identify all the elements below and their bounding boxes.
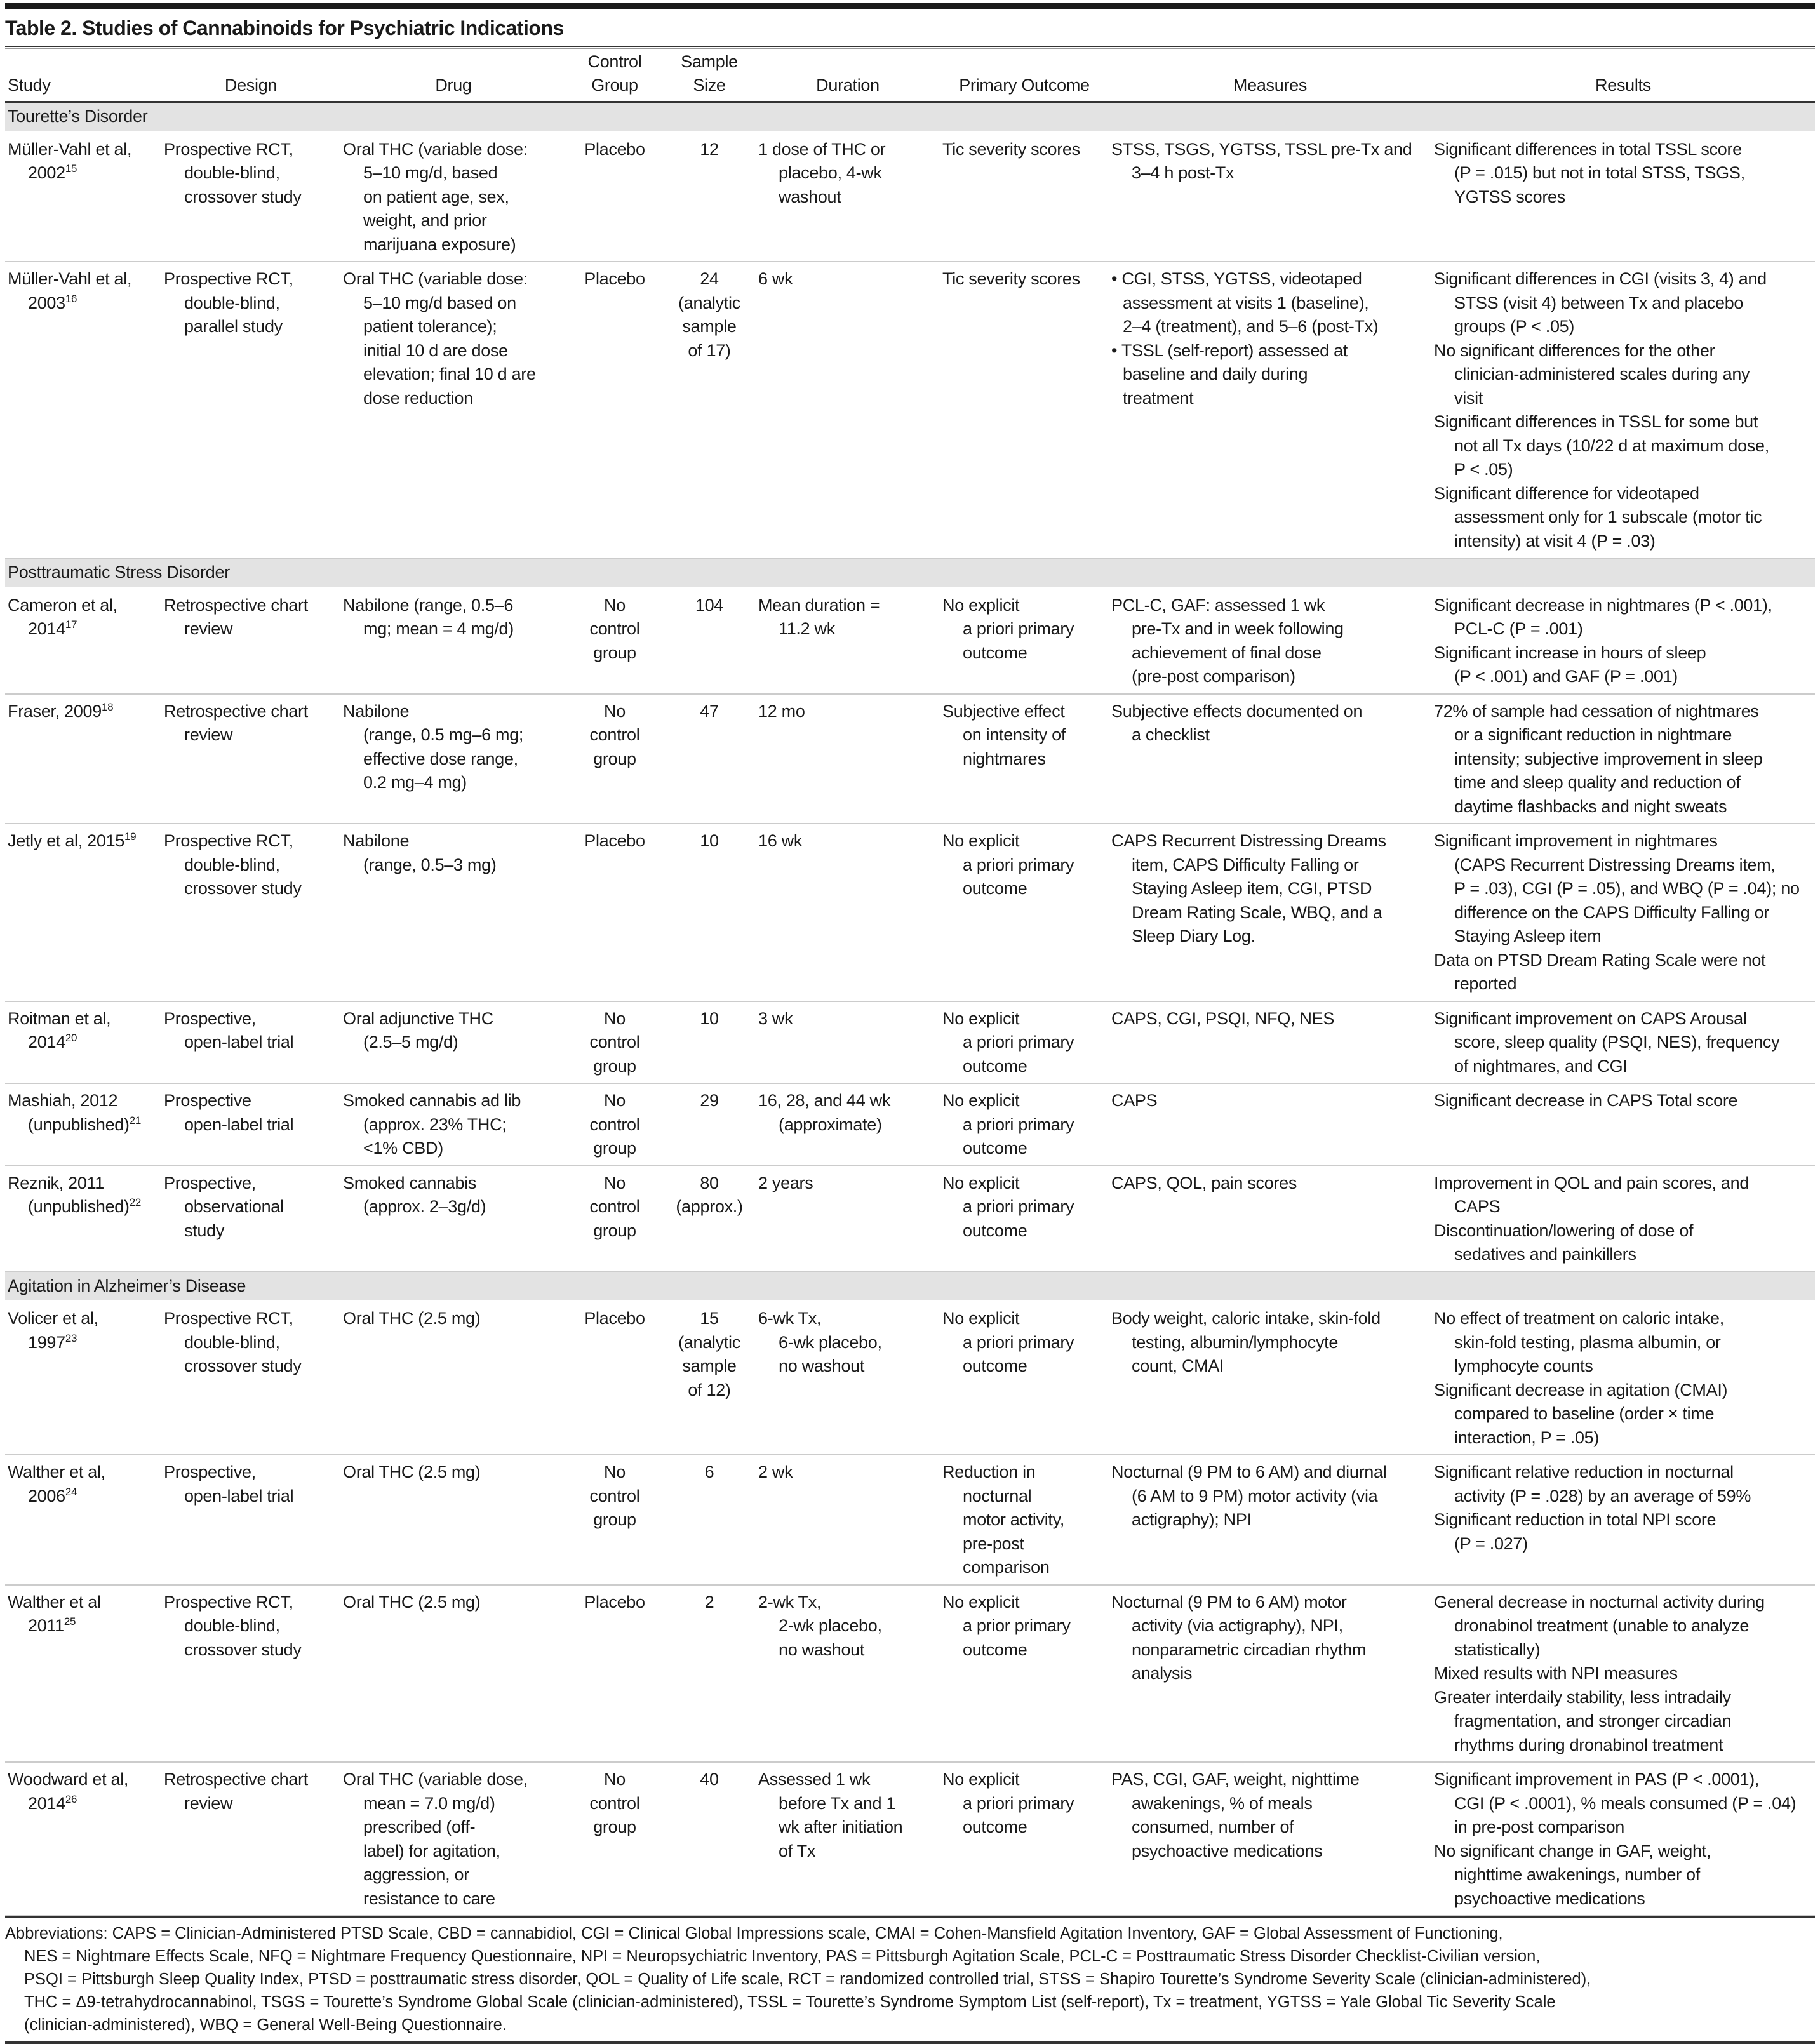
table-row: [5, 1301, 1815, 1455]
study-cell: [5, 1001, 161, 1084]
measures-cell: [1109, 824, 1431, 1001]
control-cell: [566, 132, 663, 262]
duration-text: 2 wk: [758, 1462, 793, 1481]
control-cell: [566, 262, 663, 558]
results-text: Significant differences in TSSL for some but not all Tx days (10/22 d at maximum dose, P < .05): [1434, 412, 1769, 479]
sample-text: 29: [700, 1091, 719, 1110]
outcome-text: No explicit a priori primary outcome: [942, 595, 1074, 662]
study-name: Walther et al, 2006: [8, 1462, 105, 1506]
measures-cell: [1109, 1301, 1431, 1455]
outcome-cell: [940, 1585, 1109, 1763]
duration-cell: [756, 1455, 940, 1585]
duration-cell: [756, 824, 940, 1001]
drug-text: Oral THC (2.5 mg): [343, 1309, 481, 1328]
outcome-text: No explicit a priori primary outcome: [942, 1008, 1074, 1076]
study-cell: [5, 824, 161, 1001]
drug-text: Oral adjunctive THC (2.5–5 mg/d): [343, 1008, 493, 1052]
outcome-text: Tic severity scores: [942, 139, 1080, 159]
outcome-cell: [940, 1301, 1109, 1455]
results-text: Significant increase in hours of sleep (P < .001) and GAF (P = .001): [1434, 643, 1706, 686]
measures-text: CAPS: [1111, 1091, 1158, 1110]
design-cell: [161, 132, 340, 262]
table-row: [5, 1455, 1815, 1585]
sample-text: 10: [700, 1008, 719, 1028]
table-row: [5, 132, 1815, 262]
design-text: Retrospective chart review: [164, 701, 308, 744]
measures-text: Subjective effects documented on a checklist: [1111, 701, 1363, 744]
drug-text: Oral THC (2.5 mg): [343, 1462, 481, 1481]
results-cell: [1431, 824, 1815, 1001]
design-cell: [161, 1083, 340, 1166]
study-name: Roitman et al, 2014: [8, 1008, 111, 1052]
sample-cell: [663, 694, 756, 824]
results-text: Greater interdaily stability, less intradaily fragmentation, and stronger circadian rhythms during dronabinol treatment: [1434, 1687, 1732, 1754]
design-text: Prospective, open-label trial: [164, 1008, 294, 1052]
control-cell: [566, 1083, 663, 1166]
results-text: Significant differences in total TSSL score (P = .015) but not in total STSS, TSGS, YGTSS scores: [1434, 139, 1745, 206]
drug-text: Oral THC (2.5 mg): [343, 1592, 481, 1612]
design-text: Retrospective chart review: [164, 595, 308, 638]
outcome-cell: [940, 1083, 1109, 1166]
table-row: [5, 262, 1815, 558]
measures-cell: [1109, 1585, 1431, 1763]
column-header-duration: Duration: [756, 49, 940, 102]
design-text: Prospective, open-label trial: [164, 1462, 294, 1506]
results-cell: [1431, 1762, 1815, 1916]
results-text: Discontinuation/lowering of dose of sedatives and painkillers: [1434, 1220, 1694, 1264]
drug-cell: [340, 1585, 566, 1763]
study-citation: [8, 1768, 159, 1815]
duration-text: 3 wk: [758, 1008, 793, 1028]
study-name: Woodward et al, 2014: [8, 1770, 129, 1813]
study-citation: [8, 829, 159, 853]
sample-text: 10: [700, 831, 719, 850]
results-text: No effect of treatment on caloric intake, skin-fold testing, plasma albumin, or lymphocyte counts: [1434, 1309, 1724, 1375]
results-cell: [1431, 1301, 1815, 1455]
outcome-text: Tic severity scores: [942, 269, 1080, 288]
design-text: Prospective RCT, double-blind, crossover study: [164, 831, 302, 898]
design-cell: [161, 1585, 340, 1763]
reference-number: 22: [129, 1196, 142, 1208]
drug-cell: [340, 694, 566, 824]
control-text: No control group: [589, 1770, 640, 1836]
design-text: Prospective RCT, double-blind, crossover study: [164, 1592, 302, 1659]
drug-text: Smoked cannabis ad lib (approx. 23% THC; <1% CBD): [343, 1091, 521, 1158]
duration-text: 16 wk: [758, 831, 803, 850]
design-text: Prospective RCT, double-blind, crossover study: [164, 139, 302, 206]
control-text: No control group: [589, 595, 640, 662]
drug-cell: [340, 262, 566, 558]
control-text: No control group: [589, 701, 640, 768]
measures-text: PAS, CGI, GAF, weight, nighttime awakenings, % of meals consumed, number of psychoactive medications: [1111, 1770, 1360, 1860]
studies-table: [5, 49, 1815, 1916]
design-text: Prospective RCT, double-blind, parallel study: [164, 269, 293, 336]
sample-cell: [663, 1001, 756, 1084]
control-text: Placebo: [584, 1592, 645, 1612]
sample-cell: [663, 1083, 756, 1166]
duration-text: 6-wk Tx, 6-wk placebo, no washout: [758, 1309, 882, 1375]
outcome-cell: [940, 588, 1109, 694]
drug-cell: [340, 132, 566, 262]
results-cell: [1431, 1166, 1815, 1272]
sample-cell: [663, 1762, 756, 1916]
reference-number: 18: [102, 700, 114, 713]
table-row: [5, 1762, 1815, 1916]
column-header-primary-outcome: Primary Outcome: [940, 49, 1109, 102]
reference-number: 26: [65, 1793, 77, 1805]
duration-text: 6 wk: [758, 269, 793, 288]
drug-text: Nabilone (range, 0.5–6 mg; mean = 4 mg/d): [343, 595, 514, 638]
control-cell: [566, 588, 663, 694]
table-row: [5, 1585, 1815, 1763]
results-text: Data on PTSD Dream Rating Scale were not reported: [1434, 950, 1766, 993]
study-citation: [8, 1007, 159, 1055]
results-text: No significant differences for the other clinician-administered scales during any visit: [1434, 340, 1750, 408]
design-cell: [161, 824, 340, 1001]
results-text: Significant relative reduction in nocturnal activity (P = .028) by an average of 59%: [1434, 1462, 1751, 1506]
drug-text: Smoked cannabis (approx. 2–3g/d): [343, 1173, 486, 1216]
outcome-text: Subjective effect on intensity of nightmares: [942, 701, 1066, 768]
top-rule: [5, 3, 1815, 9]
results-text: Improvement in QOL and pain scores, and CAPS: [1434, 1173, 1750, 1216]
control-text: No control group: [589, 1008, 640, 1076]
outcome-cell: [940, 132, 1109, 262]
reference-number: 21: [129, 1114, 142, 1126]
sample-text: 40: [700, 1770, 719, 1789]
results-cell: [1431, 1585, 1815, 1763]
drug-cell: [340, 1301, 566, 1455]
table-row: [5, 1166, 1815, 1272]
study-name: Mashiah, 2012 (unpublished): [8, 1091, 130, 1134]
study-name: Walther et al 2011: [8, 1592, 101, 1635]
study-citation: [8, 1591, 159, 1638]
results-text: Significant decrease in agitation (CMAI) compared to baseline (order × time interaction, P = .05): [1434, 1380, 1728, 1447]
results-text: General decrease in nocturnal activity during dronabinol treatment (unable to analyze statistically): [1434, 1592, 1765, 1659]
results-text: No significant change in GAF, weight, nighttime awakenings, number of psychoactive medications: [1434, 1841, 1711, 1908]
sample-text: 104: [695, 595, 724, 615]
duration-text: 2 years: [758, 1173, 813, 1192]
duration-text: Assessed 1 wk before Tx and 1 wk after initiation of Tx: [758, 1770, 903, 1860]
outcome-text: No explicit a priori primary outcome: [942, 1309, 1074, 1375]
duration-cell: [756, 1585, 940, 1763]
outcome-cell: [940, 1455, 1109, 1585]
column-header-design: Design: [161, 49, 340, 102]
measures-text: CAPS, QOL, pain scores: [1111, 1173, 1297, 1192]
measures-cell: [1109, 1001, 1431, 1084]
drug-cell: [340, 1001, 566, 1084]
results-cell: [1431, 262, 1815, 558]
measures-text: Nocturnal (9 PM to 6 AM) motor activity (via actigraphy), NPI, nonparametric circadian rhythm analysis: [1111, 1592, 1367, 1683]
section-label: Posttraumatic Stress Disorder: [5, 558, 1815, 588]
control-cell: [566, 1762, 663, 1916]
results-text: Significant reduction in total NPI score (P = .027): [1434, 1510, 1716, 1553]
outcome-cell: [940, 1166, 1109, 1272]
column-header-drug: Drug: [340, 49, 566, 102]
design-text: Retrospective chart review: [164, 1770, 308, 1813]
table-page: [0, 3, 1820, 2044]
reference-number: 24: [65, 1485, 77, 1498]
results-text: Significant differences in CGI (visits 3, 4) and STSS (visit 4) between Tx and placebo groups (P < .05): [1434, 269, 1767, 336]
outcome-text: No explicit a priori primary outcome: [942, 1091, 1074, 1158]
measures-text: STSS, TSGS, YGTSS, TSSL pre-Tx and 3–4 h post-Tx: [1111, 139, 1412, 182]
drug-cell: [340, 588, 566, 694]
table-row: [5, 1001, 1815, 1084]
reference-number: 15: [65, 163, 77, 175]
outcome-text: No explicit a priori primary outcome: [942, 1770, 1074, 1836]
column-header-results: Results: [1431, 49, 1815, 102]
sample-text: 2: [704, 1592, 714, 1612]
measures-cell: [1109, 132, 1431, 262]
bottom-rule: [5, 2041, 1815, 2044]
column-header-measures: Measures: [1109, 49, 1431, 102]
study-cell: [5, 132, 161, 262]
drug-text: Nabilone (range, 0.5 mg–6 mg; effective dose range, 0.2 mg–4 mg): [343, 701, 524, 792]
study-name: Cameron et al, 2014: [8, 595, 117, 638]
sample-text: 12: [700, 139, 719, 159]
study-name: Volicer et al, 1997: [8, 1309, 98, 1352]
section-row: [5, 558, 1815, 588]
outcome-cell: [940, 1001, 1109, 1084]
table-body: [5, 102, 1815, 1916]
duration-cell: [756, 1083, 940, 1166]
sample-text: 6: [704, 1462, 714, 1481]
study-citation: [8, 1460, 159, 1508]
drug-cell: [340, 1083, 566, 1166]
measures-cell: [1109, 588, 1431, 694]
measures-cell: [1109, 694, 1431, 824]
design-text: Prospective, observational study: [164, 1173, 284, 1240]
results-text: 72% of sample had cessation of nightmares or a significant reduction in nightmare intensity; subjective improvement in sleep time and sleep quality and reduction of daytime flashbacks and night sweats: [1434, 701, 1763, 816]
design-cell: [161, 1762, 340, 1916]
column-header-sample-size: Sample Size: [663, 49, 756, 102]
study-citation: [8, 138, 159, 185]
design-cell: [161, 262, 340, 558]
outcome-text: No explicit a priori primary outcome: [942, 831, 1074, 898]
results-text: Significant improvement in PAS (P < .0001), CGI (P < .0001), % meals consumed (P = .04) in pre-post comparison: [1434, 1770, 1797, 1836]
study-cell: [5, 1455, 161, 1585]
results-cell: [1431, 588, 1815, 694]
study-name: Fraser, 2009: [8, 701, 102, 721]
reference-number: 19: [124, 831, 137, 843]
control-text: Placebo: [584, 139, 645, 159]
control-cell: [566, 1001, 663, 1084]
design-text: Prospective open-label trial: [164, 1091, 294, 1134]
control-cell: [566, 694, 663, 824]
sample-cell: [663, 1455, 756, 1585]
results-cell: [1431, 132, 1815, 262]
control-cell: [566, 1166, 663, 1272]
study-name: Müller-Vahl et al, 2002: [8, 139, 132, 182]
duration-cell: [756, 1166, 940, 1272]
abbreviations-footnote: [5, 1918, 1815, 2041]
study-cell: [5, 694, 161, 824]
study-citation: [8, 1089, 159, 1137]
drug-text: Nabilone (range, 0.5–3 mg): [343, 831, 497, 874]
table-row: [5, 824, 1815, 1001]
measures-cell: [1109, 1166, 1431, 1272]
duration-cell: [756, 1762, 940, 1916]
outcome-text: No explicit a prior primary outcome: [942, 1592, 1071, 1659]
duration-text: Mean duration = 11.2 wk: [758, 595, 880, 638]
duration-text: 12 mo: [758, 701, 805, 721]
sample-cell: [663, 824, 756, 1001]
results-text: Mixed results with NPI measures: [1434, 1664, 1678, 1683]
sample-cell: [663, 588, 756, 694]
results-cell: [1431, 1083, 1815, 1166]
section-row: [5, 102, 1815, 132]
design-cell: [161, 1301, 340, 1455]
study-cell: [5, 1585, 161, 1763]
study-cell: [5, 1166, 161, 1272]
study-cell: [5, 1083, 161, 1166]
control-cell: [566, 1455, 663, 1585]
study-cell: [5, 588, 161, 694]
sample-text: 15 (analytic sample of 12): [678, 1309, 740, 1399]
sample-cell: [663, 262, 756, 558]
design-text: Prospective RCT, double-blind, crossover study: [164, 1309, 302, 1375]
drug-text: Oral THC (variable dose: 5–10 mg/d based on patient tolerance); initial 10 d are dose elevation; final 10 d are dose reduction: [343, 269, 536, 408]
reference-number: 23: [65, 1332, 77, 1344]
drug-cell: [340, 1455, 566, 1585]
results-text: Significant decrease in nightmares (P < .001), PCL-C (P = .001): [1434, 595, 1772, 638]
design-cell: [161, 1166, 340, 1272]
results-cell: [1431, 694, 1815, 824]
control-text: No control group: [589, 1091, 640, 1158]
measures-text: CAPS Recurrent Distressing Dreams item, CAPS Difficulty Falling or Staying Asleep item, CGI, PTSD Dream Rating Scale, WBQ, and a Sleep Diary Log.: [1111, 831, 1386, 945]
abbreviations-text: Abbreviations: CAPS = Clinician-Administered PTSD Scale, CBD = cannabidiol, CGI = Clinical Global Impressions scale, CMAI = Cohen-Mansfield Agitation Inventory, GAF = Global Assessment of Functioning, NES = Nightmare Effects Scale, NFQ = Nightmare Frequency Questionnaire, NPI = Neuropsychiatric Inventory, PAS = Pittsburgh Agitation Scale, PCL-C = Posttraumatic Stress Disorder Checklist-Civilian version, PSQI = Pittsburgh Sleep Quality Index, PTSD = posttraumatic stress disorder, QOL = Quality of Life scale, RCT = randomized controlled trial, STSS = Shapiro Tourette’s Syndrome Severity Scale (clinician-administered), THC = Δ9-tetrahydrocannabinol, TSGS = Tourette’s Syndrome Global Scale (clinician-administered), TSSL = Tourette’s Syndrome Symptom List (self-report), Tx = treatment, YGTSS = Yale Global Tic Severity Scale (clinician-administered), WBQ = General Well-Being Questionnaire.: [5, 1925, 1591, 2034]
table-row: [5, 694, 1815, 824]
duration-text: 1 dose of THC or placebo, 4-wk washout: [758, 139, 886, 206]
drug-cell: [340, 824, 566, 1001]
section-row: [5, 1272, 1815, 1302]
sample-cell: [663, 1301, 756, 1455]
study-citation: [8, 267, 159, 315]
duration-cell: [756, 262, 940, 558]
reference-number: 16: [65, 292, 77, 305]
control-cell: [566, 1301, 663, 1455]
measures-text: • TSSL (self-report) assessed at baseline and daily during treatment: [1111, 340, 1348, 408]
study-name: Jetly et al, 2015: [8, 831, 125, 850]
drug-text: Oral THC (variable dose: 5–10 mg/d, based on patient age, sex, weight, and prior marijuana exposure): [343, 139, 528, 254]
study-cell: [5, 1301, 161, 1455]
table-row: [5, 588, 1815, 694]
duration-text: 16, 28, and 44 wk (approximate): [758, 1091, 891, 1134]
duration-cell: [756, 1301, 940, 1455]
results-cell: [1431, 1001, 1815, 1084]
control-text: No control group: [589, 1173, 640, 1240]
section-label: Agitation in Alzheimer’s Disease: [5, 1272, 1815, 1302]
reference-number: 20: [65, 1032, 77, 1044]
sample-cell: [663, 1585, 756, 1763]
design-cell: [161, 694, 340, 824]
outcome-cell: [940, 694, 1109, 824]
study-name: Reznik, 2011 (unpublished): [8, 1173, 130, 1216]
sample-cell: [663, 1166, 756, 1272]
design-cell: [161, 588, 340, 694]
control-text: Placebo: [584, 831, 645, 850]
sample-text: 47: [700, 701, 719, 721]
table-title: Table 2. Studies of Cannabinoids for Psychiatric Indications: [5, 17, 564, 39]
measures-text: • CGI, STSS, YGTSS, videotaped assessment at visits 1 (baseline), 2–4 (treatment), and 5–6 (post-Tx): [1111, 269, 1379, 336]
section-label: Tourette’s Disorder: [5, 102, 1815, 132]
sample-cell: [663, 132, 756, 262]
measures-text: PCL-C, GAF: assessed 1 wk pre-Tx and in week following achievement of final dose (pre-post comparison): [1111, 595, 1344, 686]
sample-text: 80 (approx.): [676, 1173, 743, 1216]
design-cell: [161, 1455, 340, 1585]
control-text: Placebo: [584, 1309, 645, 1328]
measures-cell: [1109, 1455, 1431, 1585]
outcome-cell: [940, 824, 1109, 1001]
results-text: Significant improvement on CAPS Arousal score, sleep quality (PSQI, NES), frequency of nightmares, and CGI: [1434, 1008, 1780, 1076]
control-text: No control group: [589, 1462, 640, 1529]
measures-cell: [1109, 1083, 1431, 1166]
outcome-cell: [940, 1762, 1109, 1916]
drug-cell: [340, 1166, 566, 1272]
results-text: Significant difference for videotaped assessment only for 1 subscale (motor tic intensity) at visit 4 (P = .03): [1434, 483, 1762, 551]
study-citation: [8, 594, 159, 641]
results-cell: [1431, 1455, 1815, 1585]
table-row: [5, 1083, 1815, 1166]
study-citation: [8, 700, 159, 724]
duration-cell: [756, 132, 940, 262]
duration-text: 2-wk Tx, 2-wk placebo, no washout: [758, 1592, 882, 1659]
results-text: Significant decrease in CAPS Total score: [1434, 1091, 1738, 1110]
duration-cell: [756, 1001, 940, 1084]
control-cell: [566, 824, 663, 1001]
measures-text: CAPS, CGI, PSQI, NFQ, NES: [1111, 1008, 1335, 1028]
duration-cell: [756, 694, 940, 824]
design-cell: [161, 1001, 340, 1084]
study-cell: [5, 1762, 161, 1916]
control-text: Placebo: [584, 269, 645, 288]
outcome-text: No explicit a priori primary outcome: [942, 1173, 1074, 1240]
measures-cell: [1109, 1762, 1431, 1916]
outcome-text: Reduction in nocturnal motor activity, pre-post comparison: [942, 1462, 1065, 1577]
header-row: [5, 49, 1815, 102]
study-citation: [8, 1307, 159, 1354]
outcome-cell: [940, 262, 1109, 558]
drug-cell: [340, 1762, 566, 1916]
measures-cell: [1109, 262, 1431, 558]
control-cell: [566, 1585, 663, 1763]
sample-text: 24 (analytic sample of 17): [678, 269, 740, 360]
column-header-study: Study: [5, 49, 161, 102]
duration-cell: [756, 588, 940, 694]
results-text: Significant improvement in nightmares (CAPS Recurrent Distressing Dreams item, P = .03), CGI (P = .05), and WBQ (P = .04); no difference on the CAPS Difficulty Falling or Staying Asleep item: [1434, 831, 1800, 945]
drug-text: Oral THC (variable dose, mean = 7.0 mg/d) prescribed (off- label) for agitation, aggression, or resistance to care: [343, 1770, 528, 1908]
reference-number: 25: [64, 1615, 76, 1627]
measures-text: Body weight, caloric intake, skin-fold testing, albumin/lymphocyte count, CMAI: [1111, 1309, 1381, 1375]
measures-text: Nocturnal (9 PM to 6 AM) and diurnal (6 AM to 9 PM) motor activity (via actigraphy); NPI: [1111, 1462, 1387, 1529]
reference-number: 17: [65, 618, 77, 631]
study-name: Müller-Vahl et al, 2003: [8, 269, 132, 312]
study-citation: [8, 1172, 159, 1219]
column-header-control-group: Control Group: [566, 49, 663, 102]
study-cell: [5, 262, 161, 558]
